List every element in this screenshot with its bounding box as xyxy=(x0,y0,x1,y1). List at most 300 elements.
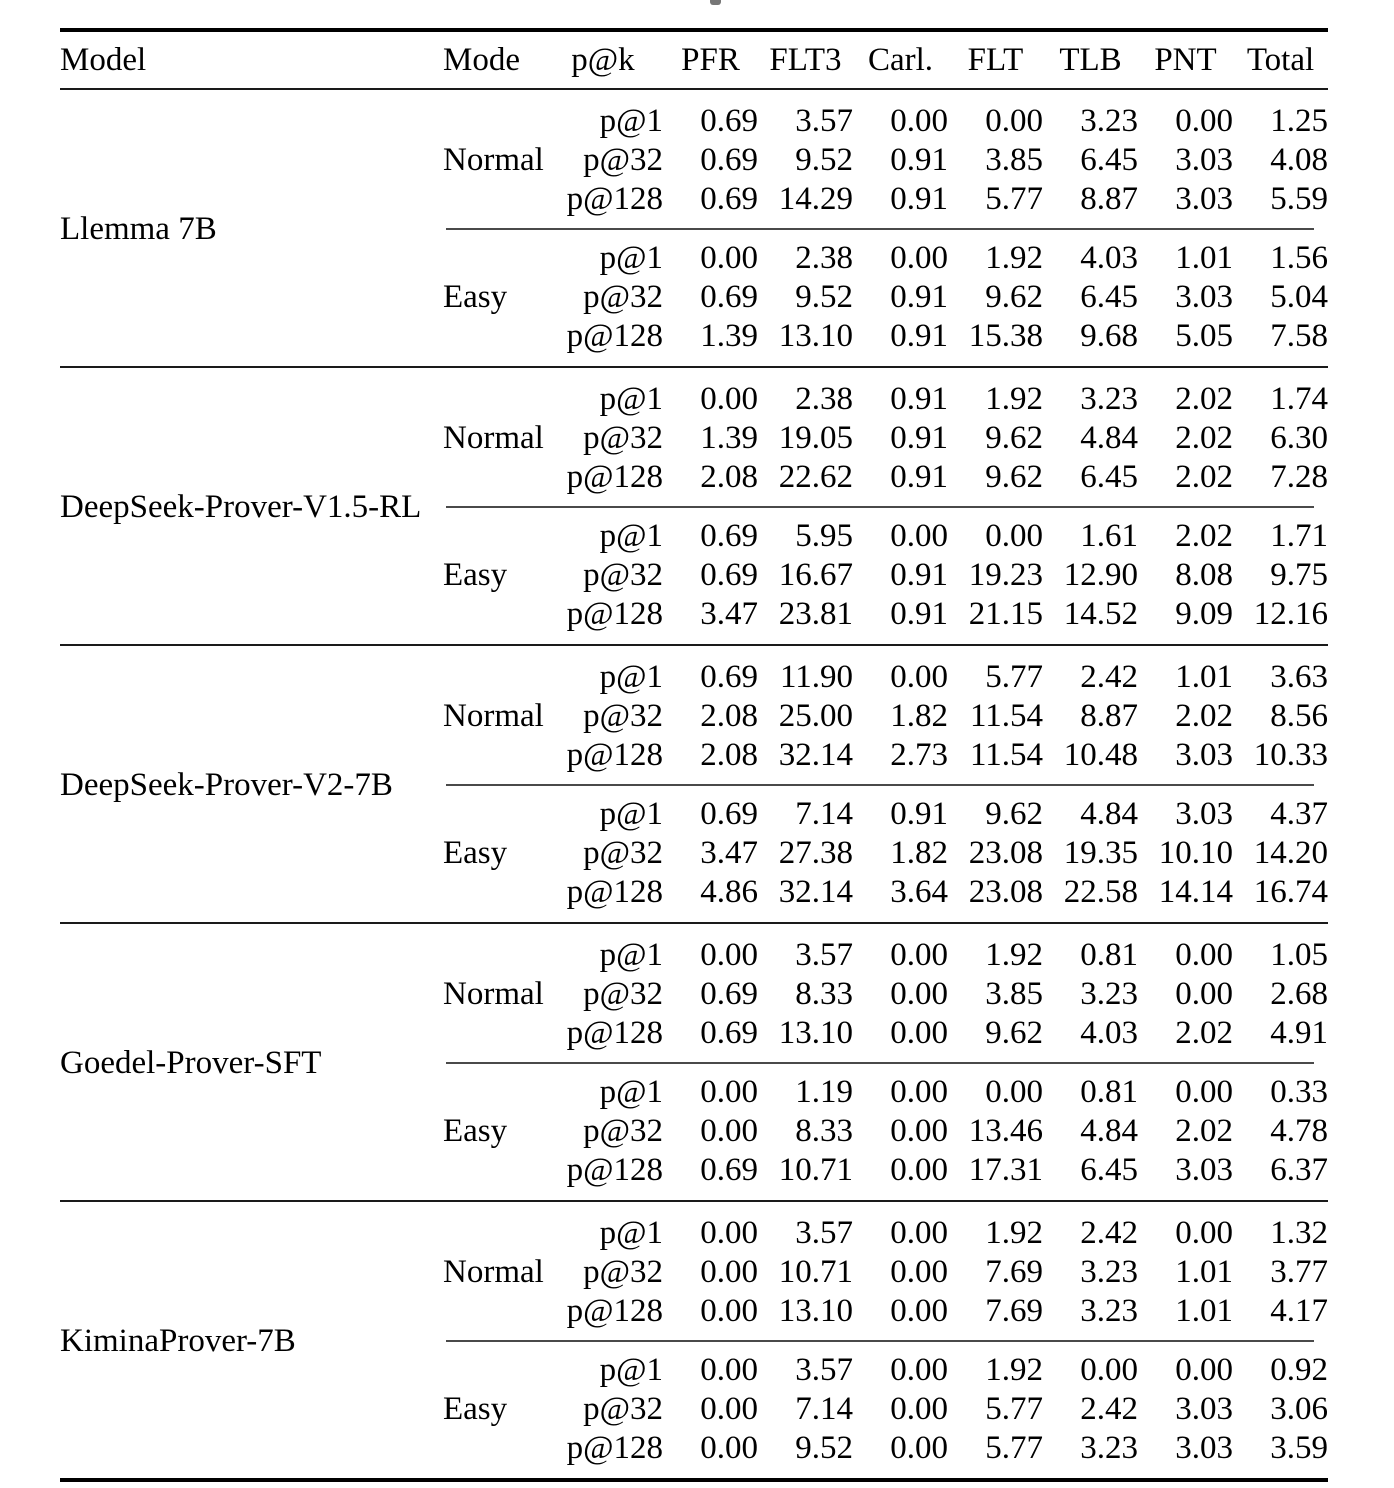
value-cell-tlb: 2.42 xyxy=(1080,1215,1138,1251)
header-row xyxy=(60,30,1328,89)
value-cell-flt3: 1.19 xyxy=(795,1074,853,1110)
value-cell-flt: 1.92 xyxy=(985,1352,1043,1388)
value-cell-pfr: 3.47 xyxy=(700,596,758,632)
p-at-k-cell: p@128 xyxy=(566,318,663,354)
value-cell-pnt: 2.02 xyxy=(1175,518,1233,554)
value-cell-flt3: 9.52 xyxy=(795,1430,853,1466)
value-cell-total: 7.58 xyxy=(1270,318,1328,354)
value-cell-pnt: 0.00 xyxy=(1175,103,1233,139)
value-cell-total: 4.08 xyxy=(1270,142,1328,178)
p-at-k-cell: p@1 xyxy=(599,937,663,973)
spacer-row xyxy=(60,645,1328,658)
value-cell-pfr: 2.08 xyxy=(700,459,758,495)
model-block xyxy=(60,923,1328,1201)
value-cell-flt3: 11.90 xyxy=(779,659,853,695)
value-cell-carl-: 0.91 xyxy=(890,596,948,632)
value-cell-pnt: 9.09 xyxy=(1175,596,1233,632)
spacer-row xyxy=(60,1201,1328,1214)
value-cell-pfr: 4.86 xyxy=(700,874,758,910)
value-cell-pnt: 2.02 xyxy=(1175,1113,1233,1149)
value-cell-pnt: 3.03 xyxy=(1175,1391,1233,1427)
value-cell-pfr: 1.39 xyxy=(700,420,758,456)
value-cell-pnt: 0.00 xyxy=(1175,937,1233,973)
value-cell-pnt: 8.08 xyxy=(1175,557,1233,593)
value-cell-pfr: 0.00 xyxy=(700,937,758,973)
mode-cell: Easy xyxy=(443,279,508,315)
mode-separator-rule xyxy=(446,1062,1314,1064)
column-header-model: Model xyxy=(60,41,147,78)
value-cell-pfr: 2.08 xyxy=(700,737,758,773)
value-cell-carl-: 0.00 xyxy=(890,1430,948,1466)
value-cell-total: 0.92 xyxy=(1270,1352,1328,1388)
value-cell-carl-: 0.00 xyxy=(890,240,948,276)
mode-cell: Normal xyxy=(443,976,544,1012)
p-at-k-cell: p@1 xyxy=(599,1074,663,1110)
value-cell-flt3: 3.57 xyxy=(795,1215,853,1251)
value-cell-tlb: 10.48 xyxy=(1063,737,1138,773)
model-name-cell: Llemma 7B xyxy=(60,210,217,247)
value-cell-flt3: 32.14 xyxy=(778,874,853,910)
column-header-mode: Mode xyxy=(443,41,520,78)
value-cell-total: 3.77 xyxy=(1270,1254,1328,1290)
value-cell-total: 16.74 xyxy=(1253,874,1328,910)
p-at-k-cell: p@32 xyxy=(583,976,663,1012)
value-cell-tlb: 4.84 xyxy=(1080,1113,1138,1149)
value-cell-tlb: 3.23 xyxy=(1080,1254,1138,1290)
column-header-flt3: FLT3 xyxy=(769,41,842,78)
value-cell-pnt: 1.01 xyxy=(1175,1293,1233,1329)
model-name-cell: KiminaProver-7B xyxy=(60,1322,296,1359)
p-at-k-cell: p@32 xyxy=(583,142,663,178)
spacer-row xyxy=(60,912,1328,923)
value-cell-tlb: 22.58 xyxy=(1063,874,1138,910)
value-cell-flt3: 16.67 xyxy=(778,557,853,593)
model-name-cell: Goedel-Prover-SFT xyxy=(60,1044,322,1081)
value-cell-pnt: 1.01 xyxy=(1175,659,1233,695)
spacer-row xyxy=(60,89,1328,102)
value-cell-pnt: 3.03 xyxy=(1175,1430,1233,1466)
value-cell-flt: 5.77 xyxy=(985,659,1043,695)
value-cell-carl-: 0.00 xyxy=(890,1152,948,1188)
p-at-k-cell: p@1 xyxy=(599,518,663,554)
value-cell-carl-: 0.00 xyxy=(890,1254,948,1290)
value-cell-flt3: 7.14 xyxy=(795,1391,853,1427)
value-cell-flt: 11.54 xyxy=(969,698,1043,734)
mode-cell: Easy xyxy=(443,1113,508,1149)
value-cell-carl-: 0.00 xyxy=(890,1074,948,1110)
value-cell-total: 2.68 xyxy=(1270,976,1328,1012)
value-cell-flt: 23.08 xyxy=(968,874,1043,910)
value-cell-tlb: 4.03 xyxy=(1080,240,1138,276)
value-cell-flt: 19.23 xyxy=(968,557,1043,593)
p-at-k-cell: p@128 xyxy=(566,1430,663,1466)
mode-cell: Normal xyxy=(443,420,544,456)
value-cell-tlb: 3.23 xyxy=(1080,103,1138,139)
mode-separator-cell xyxy=(443,1053,1328,1073)
value-cell-flt3: 8.33 xyxy=(795,976,853,1012)
value-cell-pfr: 0.69 xyxy=(700,557,758,593)
value-cell-pnt: 2.02 xyxy=(1175,698,1233,734)
value-cell-carl-: 0.00 xyxy=(890,103,948,139)
p-at-k-cell: p@1 xyxy=(599,103,663,139)
value-cell-flt: 13.46 xyxy=(968,1113,1043,1149)
value-cell-pnt: 10.10 xyxy=(1158,835,1233,871)
p-at-k-cell: p@32 xyxy=(583,420,663,456)
value-cell-flt: 1.92 xyxy=(985,240,1043,276)
model-block xyxy=(60,367,1328,645)
value-cell-total: 4.78 xyxy=(1270,1113,1328,1149)
value-cell-pnt: 0.00 xyxy=(1175,1215,1233,1251)
value-cell-carl-: 1.82 xyxy=(890,698,948,734)
spacer-cell xyxy=(60,912,1328,923)
value-cell-pfr: 0.69 xyxy=(700,142,758,178)
value-cell-total: 3.59 xyxy=(1270,1430,1328,1466)
spacer-cell xyxy=(60,89,1328,102)
value-cell-pfr: 0.00 xyxy=(700,1074,758,1110)
p-at-k-cell: p@128 xyxy=(566,1293,663,1329)
spacer-row xyxy=(60,1190,1328,1201)
p-at-k-cell: p@128 xyxy=(566,1152,663,1188)
model-name-cell: DeepSeek-Prover-V2-7B xyxy=(60,766,393,803)
value-cell-flt3: 10.71 xyxy=(778,1152,853,1188)
value-cell-pnt: 14.14 xyxy=(1158,874,1233,910)
column-header-pfr: PFR xyxy=(681,41,740,78)
mode-cell: Easy xyxy=(443,1391,508,1427)
mode-separator-rule xyxy=(446,1340,1314,1342)
value-cell-flt: 21.15 xyxy=(968,596,1043,632)
value-cell-total: 4.37 xyxy=(1270,796,1328,832)
spacer-cell xyxy=(60,1190,1328,1201)
value-cell-tlb: 6.45 xyxy=(1080,459,1138,495)
value-cell-flt3: 9.52 xyxy=(795,279,853,315)
value-cell-flt: 9.62 xyxy=(985,796,1043,832)
p-at-k-cell: p@128 xyxy=(566,596,663,632)
column-header-total: Total xyxy=(1246,41,1315,78)
spacer-cell xyxy=(60,923,1328,936)
table-row xyxy=(60,936,1328,975)
mode-separator-cell xyxy=(443,219,1328,239)
value-cell-total: 10.33 xyxy=(1253,737,1328,773)
value-cell-tlb: 2.42 xyxy=(1080,659,1138,695)
value-cell-flt: 1.92 xyxy=(985,381,1043,417)
value-cell-flt: 0.00 xyxy=(985,1074,1043,1110)
value-cell-tlb: 0.81 xyxy=(1080,1074,1138,1110)
results-table xyxy=(60,28,1328,1482)
value-cell-tlb: 3.23 xyxy=(1080,381,1138,417)
value-cell-carl-: 0.00 xyxy=(890,937,948,973)
value-cell-tlb: 4.03 xyxy=(1080,1015,1138,1051)
value-cell-total: 5.59 xyxy=(1270,181,1328,217)
value-cell-carl-: 3.64 xyxy=(890,874,948,910)
spacer-cell xyxy=(60,367,1328,380)
value-cell-pnt: 3.03 xyxy=(1175,796,1233,832)
value-cell-tlb: 3.23 xyxy=(1080,1430,1138,1466)
value-cell-pfr: 0.69 xyxy=(700,518,758,554)
value-cell-tlb: 2.42 xyxy=(1080,1391,1138,1427)
value-cell-flt3: 27.38 xyxy=(778,835,853,871)
p-at-k-cell: p@32 xyxy=(583,1113,663,1149)
mode-separator-rule xyxy=(446,784,1314,786)
results-table-head xyxy=(60,30,1328,89)
value-cell-tlb: 0.81 xyxy=(1080,937,1138,973)
value-cell-carl-: 0.91 xyxy=(890,181,948,217)
value-cell-flt: 15.38 xyxy=(968,318,1043,354)
value-cell-flt: 7.69 xyxy=(985,1293,1043,1329)
cropped-caption-fragment xyxy=(710,0,721,5)
value-cell-flt3: 2.38 xyxy=(795,381,853,417)
value-cell-tlb: 6.45 xyxy=(1080,279,1138,315)
p-at-k-cell: p@32 xyxy=(583,279,663,315)
value-cell-pfr: 2.08 xyxy=(700,698,758,734)
value-cell-flt3: 32.14 xyxy=(778,737,853,773)
mode-cell: Normal xyxy=(443,698,544,734)
value-cell-pnt: 5.05 xyxy=(1175,318,1233,354)
value-cell-pfr: 0.00 xyxy=(700,1430,758,1466)
value-cell-flt3: 3.57 xyxy=(795,103,853,139)
p-at-k-cell: p@1 xyxy=(599,1215,663,1251)
value-cell-carl-: 0.00 xyxy=(890,976,948,1012)
value-cell-tlb: 1.61 xyxy=(1080,518,1138,554)
column-header-carl-: Carl. xyxy=(867,41,934,78)
value-cell-carl-: 0.91 xyxy=(890,459,948,495)
p-at-k-cell: p@32 xyxy=(583,698,663,734)
value-cell-pfr: 0.69 xyxy=(700,279,758,315)
mode-separator-rule xyxy=(446,228,1314,230)
value-cell-flt3: 3.57 xyxy=(795,937,853,973)
value-cell-total: 12.16 xyxy=(1253,596,1328,632)
value-cell-carl-: 0.00 xyxy=(890,1391,948,1427)
value-cell-pnt: 0.00 xyxy=(1175,1352,1233,1388)
spacer-row xyxy=(60,634,1328,645)
p-at-k-cell: p@1 xyxy=(599,796,663,832)
value-cell-carl-: 0.91 xyxy=(890,796,948,832)
value-cell-carl-: 1.82 xyxy=(890,835,948,871)
value-cell-pfr: 0.00 xyxy=(700,1293,758,1329)
value-cell-flt: 9.62 xyxy=(985,1015,1043,1051)
value-cell-carl-: 0.91 xyxy=(890,381,948,417)
spacer-cell xyxy=(60,356,1328,367)
value-cell-flt3: 8.33 xyxy=(795,1113,853,1149)
value-cell-total: 3.06 xyxy=(1270,1391,1328,1427)
value-cell-total: 3.63 xyxy=(1270,659,1328,695)
spacer-row xyxy=(60,1468,1328,1480)
value-cell-flt3: 23.81 xyxy=(778,596,853,632)
value-cell-flt: 23.08 xyxy=(968,835,1043,871)
value-cell-pnt: 2.02 xyxy=(1175,381,1233,417)
p-at-k-cell: p@128 xyxy=(566,1015,663,1051)
column-header-flt: FLT xyxy=(967,41,1024,78)
mode-separator-cell xyxy=(443,775,1328,795)
value-cell-total: 1.25 xyxy=(1270,103,1328,139)
value-cell-total: 1.05 xyxy=(1270,937,1328,973)
value-cell-carl-: 0.00 xyxy=(890,1113,948,1149)
value-cell-flt: 0.00 xyxy=(985,103,1043,139)
model-block xyxy=(60,1201,1328,1480)
value-cell-pnt: 0.00 xyxy=(1175,1074,1233,1110)
value-cell-tlb: 0.00 xyxy=(1080,1352,1138,1388)
p-at-k-cell: p@1 xyxy=(599,1352,663,1388)
value-cell-total: 4.17 xyxy=(1270,1293,1328,1329)
mode-cell: Easy xyxy=(443,835,508,871)
value-cell-pfr: 0.69 xyxy=(700,1015,758,1051)
value-cell-total: 1.32 xyxy=(1270,1215,1328,1251)
value-cell-flt: 3.85 xyxy=(985,976,1043,1012)
value-cell-tlb: 6.45 xyxy=(1080,142,1138,178)
value-cell-pfr: 0.00 xyxy=(700,1391,758,1427)
value-cell-flt: 1.92 xyxy=(985,1215,1043,1251)
value-cell-flt: 7.69 xyxy=(985,1254,1043,1290)
value-cell-total: 1.56 xyxy=(1270,240,1328,276)
value-cell-pfr: 0.69 xyxy=(700,796,758,832)
value-cell-flt: 9.62 xyxy=(985,459,1043,495)
value-cell-carl-: 0.91 xyxy=(890,420,948,456)
value-cell-total: 0.33 xyxy=(1270,1074,1328,1110)
value-cell-pnt: 3.03 xyxy=(1175,142,1233,178)
value-cell-flt3: 9.52 xyxy=(795,142,853,178)
p-at-k-cell: p@32 xyxy=(583,1254,663,1290)
value-cell-pfr: 0.00 xyxy=(700,381,758,417)
value-cell-pnt: 1.01 xyxy=(1175,1254,1233,1290)
value-cell-pnt: 1.01 xyxy=(1175,240,1233,276)
p-at-k-cell: p@32 xyxy=(583,835,663,871)
value-cell-tlb: 8.87 xyxy=(1080,698,1138,734)
value-cell-flt: 0.00 xyxy=(985,518,1043,554)
value-cell-pnt: 0.00 xyxy=(1175,976,1233,1012)
model-block xyxy=(60,645,1328,923)
mode-separator-cell xyxy=(443,497,1328,517)
value-cell-flt: 9.62 xyxy=(985,420,1043,456)
p-at-k-cell: p@1 xyxy=(599,240,663,276)
p-at-k-cell: p@128 xyxy=(566,737,663,773)
value-cell-carl-: 0.91 xyxy=(890,557,948,593)
model-block xyxy=(60,89,1328,367)
value-cell-carl-: 0.91 xyxy=(890,318,948,354)
value-cell-carl-: 0.00 xyxy=(890,518,948,554)
value-cell-flt: 9.62 xyxy=(985,279,1043,315)
value-cell-pnt: 2.02 xyxy=(1175,1015,1233,1051)
value-cell-flt3: 19.05 xyxy=(778,420,853,456)
value-cell-total: 1.74 xyxy=(1270,381,1328,417)
value-cell-pnt: 2.02 xyxy=(1175,459,1233,495)
value-cell-pfr: 0.69 xyxy=(700,659,758,695)
value-cell-pnt: 3.03 xyxy=(1175,737,1233,773)
value-cell-pfr: 0.00 xyxy=(700,1254,758,1290)
p-at-k-cell: p@128 xyxy=(566,459,663,495)
value-cell-pfr: 1.39 xyxy=(700,318,758,354)
value-cell-pfr: 0.00 xyxy=(700,1352,758,1388)
value-cell-pfr: 0.69 xyxy=(700,1152,758,1188)
value-cell-flt3: 10.71 xyxy=(778,1254,853,1290)
value-cell-flt3: 13.10 xyxy=(778,318,853,354)
value-cell-total: 7.28 xyxy=(1270,459,1328,495)
value-cell-tlb: 9.68 xyxy=(1080,318,1138,354)
value-cell-carl-: 0.00 xyxy=(890,1352,948,1388)
value-cell-total: 9.75 xyxy=(1270,557,1328,593)
column-header-pnt: PNT xyxy=(1154,41,1217,78)
table-row xyxy=(60,1214,1328,1253)
spacer-cell xyxy=(60,645,1328,658)
value-cell-tlb: 12.90 xyxy=(1063,557,1138,593)
value-cell-pfr: 0.69 xyxy=(700,976,758,1012)
value-cell-flt3: 7.14 xyxy=(795,796,853,832)
spacer-cell xyxy=(60,1468,1328,1480)
value-cell-flt: 17.31 xyxy=(968,1152,1043,1188)
table-row xyxy=(60,102,1328,141)
value-cell-flt3: 3.57 xyxy=(795,1352,853,1388)
value-cell-flt3: 25.00 xyxy=(778,698,853,734)
value-cell-pnt: 3.03 xyxy=(1175,1152,1233,1188)
value-cell-flt3: 22.62 xyxy=(778,459,853,495)
value-cell-total: 14.20 xyxy=(1253,835,1328,871)
p-at-k-cell: p@1 xyxy=(599,659,663,695)
value-cell-pfr: 0.00 xyxy=(700,1215,758,1251)
value-cell-carl-: 2.73 xyxy=(890,737,948,773)
column-header-p-k: p@k xyxy=(571,41,635,78)
value-cell-flt: 5.77 xyxy=(985,1391,1043,1427)
value-cell-flt: 5.77 xyxy=(985,181,1043,217)
p-at-k-cell: p@128 xyxy=(566,874,663,910)
value-cell-flt: 3.85 xyxy=(985,142,1043,178)
p-at-k-cell: p@32 xyxy=(583,557,663,593)
value-cell-tlb: 19.35 xyxy=(1063,835,1138,871)
value-cell-carl-: 0.91 xyxy=(890,142,948,178)
value-cell-pfr: 0.69 xyxy=(700,103,758,139)
table-row xyxy=(60,658,1328,697)
spacer-cell xyxy=(60,634,1328,645)
spacer-row xyxy=(60,367,1328,380)
value-cell-tlb: 3.23 xyxy=(1080,976,1138,1012)
value-cell-tlb: 3.23 xyxy=(1080,1293,1138,1329)
p-at-k-cell: p@32 xyxy=(583,1391,663,1427)
value-cell-pfr: 0.69 xyxy=(700,181,758,217)
value-cell-carl-: 0.91 xyxy=(890,279,948,315)
value-cell-flt: 11.54 xyxy=(969,737,1043,773)
value-cell-flt3: 2.38 xyxy=(795,240,853,276)
value-cell-total: 1.71 xyxy=(1270,518,1328,554)
value-cell-flt: 5.77 xyxy=(985,1430,1043,1466)
value-cell-carl-: 0.00 xyxy=(890,1215,948,1251)
value-cell-total: 4.91 xyxy=(1270,1015,1328,1051)
value-cell-pnt: 2.02 xyxy=(1175,420,1233,456)
value-cell-carl-: 0.00 xyxy=(890,659,948,695)
spacer-cell xyxy=(60,1201,1328,1214)
mode-cell: Easy xyxy=(443,557,508,593)
spacer-row xyxy=(60,923,1328,936)
value-cell-carl-: 0.00 xyxy=(890,1293,948,1329)
spacer-row xyxy=(60,356,1328,367)
value-cell-flt3: 13.10 xyxy=(778,1015,853,1051)
value-cell-pfr: 0.00 xyxy=(700,240,758,276)
mode-cell: Normal xyxy=(443,142,544,178)
value-cell-flt3: 13.10 xyxy=(778,1293,853,1329)
mode-separator-rule xyxy=(446,506,1314,508)
value-cell-tlb: 6.45 xyxy=(1080,1152,1138,1188)
p-at-k-cell: p@128 xyxy=(566,181,663,217)
value-cell-total: 6.30 xyxy=(1270,420,1328,456)
value-cell-carl-: 0.00 xyxy=(890,1015,948,1051)
value-cell-tlb: 4.84 xyxy=(1080,420,1138,456)
value-cell-tlb: 4.84 xyxy=(1080,796,1138,832)
value-cell-total: 6.37 xyxy=(1270,1152,1328,1188)
value-cell-total: 5.04 xyxy=(1270,279,1328,315)
value-cell-tlb: 14.52 xyxy=(1063,596,1138,632)
value-cell-total: 8.56 xyxy=(1270,698,1328,734)
table-row xyxy=(60,380,1328,419)
value-cell-tlb: 8.87 xyxy=(1080,181,1138,217)
column-header-tlb: TLB xyxy=(1059,41,1122,78)
mode-separator-cell xyxy=(443,1331,1328,1351)
value-cell-flt3: 5.95 xyxy=(795,518,853,554)
